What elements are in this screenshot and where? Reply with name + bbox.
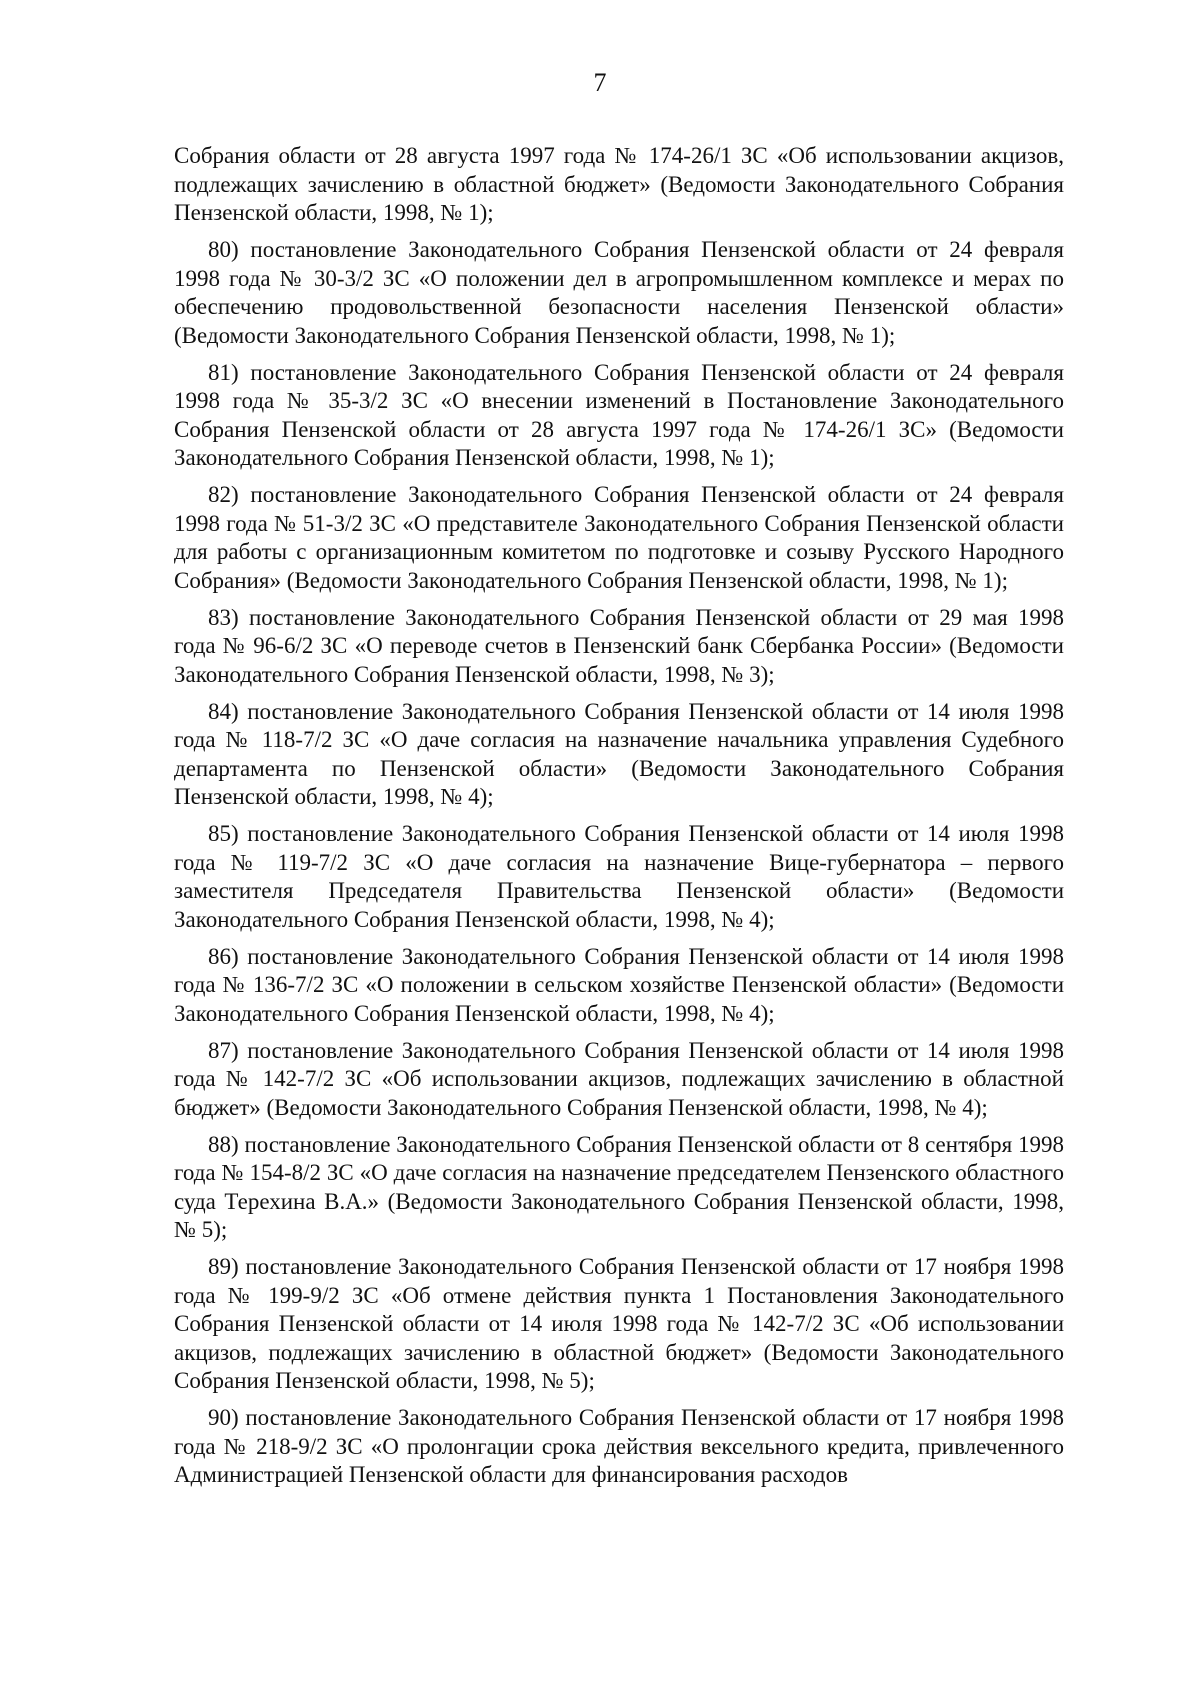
list-item-90: 90) постановление Законодательного Собрания Пензенской области от 17 ноября 1998 года № 218-9/2 ЗС «О пролонгации срока действия вексельного кредита, привлеченного Администрацией Пензенской области для финансирования расходов — [174, 1405, 1064, 1487]
list-item-80: 80) постановление Законодательного Собрания Пензенской области от 24 февраля 1998 года № 30-3/2 ЗС «О положении дел в агропромышленном комплексе и мерах по обеспечению продовольственной безопасности населения Пензенской области» (Ведомости Законодательного Собрания Пензенской области, 1998, № 1); — [174, 237, 1064, 348]
list-item-83: 83) постановление Законодательного Собрания Пензенской области от 29 мая 1998 года № 96-6/2 ЗС «О переводе счетов в Пензенский банк Сбербанка России» (Ведомости Законодательного Собрания Пензенской области, 1998, № 3); — [174, 604, 1064, 687]
list-item-89: 89) постановление Законодательного Собрания Пензенской области от 17 ноября 1998 года № 199-9/2 ЗС «Об отмене действия пункта 1 Постановления Законодательного Собрания Пензенской области от 14 июля 1998 года № 142-7/2 ЗС «Об использовании акцизов, подлежащих зачислению в областной бюджет» (Ведомости Законодательного Собрания Пензенской области, 1998, № 5); — [174, 1254, 1064, 1393]
list-item-81: 81) постановление Законодательного Собрания Пензенской области от 24 февраля 1998 года № 35-3/2 ЗС «О внесении изменений в Постановление Законодательного Собрания Пензенской области от 28 августа 1997 года № 174-26/1 ЗС» (Ведомости Законодательного Собрания Пензенской области, 1998, № 1); — [174, 359, 1064, 470]
list-item-82: 82) постановление Законодательного Собрания Пензенской области от 24 февраля 1998 года № 51-3/2 ЗС «О представителе Законодательного Собрания Пензенской области для работы с организационным комитетом по подготовке и созыву Русского Народного Собрания» (Ведомости Законодательного Собрания Пензенской области, 1998, № 1); — [174, 482, 1064, 593]
list-item-88: 88) постановление Законодательного Собрания Пензенской области от 8 сентября 1998 года № 154-8/2 ЗС «О даче согласия на назначение председателем Пензенского областного суда Терехина В.А.» (Ведомости Законодательного Собрания Пензенской области, 1998, № 5); — [174, 1131, 1064, 1242]
paragraph-continuation: Собрания области от 28 августа 1997 года № 174-26/1 ЗС «Об использовании акцизов, подлежащих зачислению в областной бюджет» (Ведомости Законодательного Собрания Пензенской области, 1998, № 1); — [174, 143, 1064, 225]
list-item-84: 84) постановление Законодательного Собрания Пензенской области от 14 июля 1998 года № 118-7/2 ЗС «О даче согласия на назначение начальника управления Судебного департамента по Пензенской области» (Ведомости Законодательного Собрания Пензенской области, 1998, № 4); — [174, 698, 1064, 809]
list-item-85: 85) постановление Законодательного Собрания Пензенской области от 14 июля 1998 года № 119-7/2 ЗС «О даче согласия на назначение Вице-губернатора – первого заместителя Председателя Правительства Пензенской области» (Ведомости Законодательного Собрания Пензенской области, 1998, № 4); — [174, 821, 1064, 932]
document-body — [174, 142, 1064, 1498]
list-item-86: 86) постановление Законодательного Собрания Пензенской области от 14 июля 1998 года № 136-7/2 ЗС «О положении в сельском хозяйстве Пензенской области» (Ведомости Законодательного Собрания Пензенской области, 1998, № 4); — [174, 943, 1064, 1026]
page-number: 7 — [593, 68, 607, 97]
list-item-87: 87) постановление Законодательного Собрания Пензенской области от 14 июля 1998 года № 142-7/2 ЗС «Об использовании акцизов, подлежащих зачислению в областной бюджет» (Ведомости Законодательного Собрания Пензенской области, 1998, № 4); — [174, 1037, 1064, 1120]
